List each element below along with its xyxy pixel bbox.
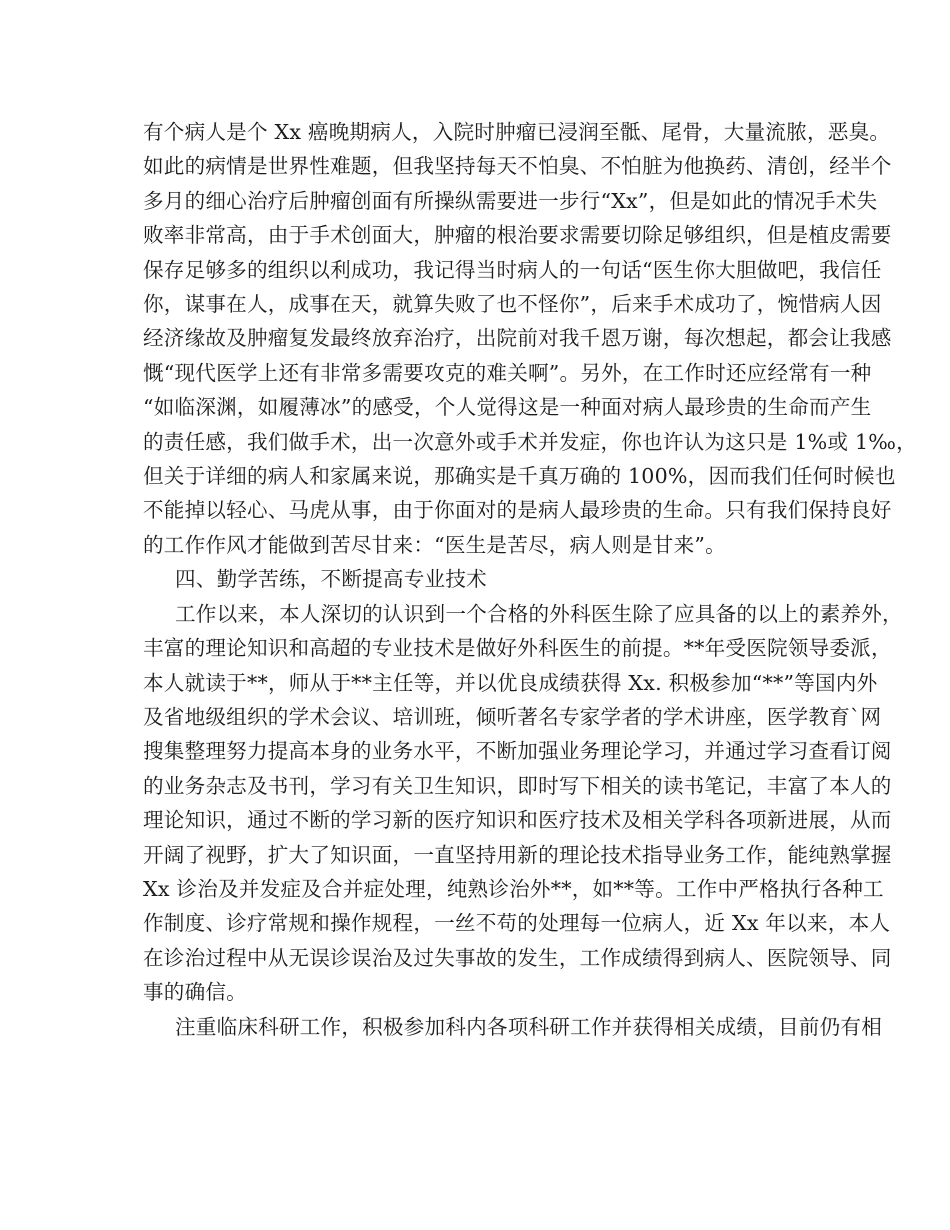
paragraph-1-line: 的责任感，我们做手术，出一次意外或手术并发症，你也许认为这只是 1%或 1‰， xyxy=(143,429,917,454)
paragraph-1-line: 有个病人是个 Xx 癌晚期病人，入院时肿瘤已浸润至骶、尾骨，大量流脓，恶臭。 xyxy=(143,120,891,144)
paragraph-1-line: 的工作作风才能做到苦尽甘来：“医生是苦尽，病人则是甘来”。 xyxy=(143,532,726,557)
section-heading: 四、勤学苦练，不断提高专业技术 xyxy=(175,567,487,592)
paragraph-2-line: Xx 诊治及并发症及合并症处理，纯熟诊治外**，如**等。工作中严格执行各种工 xyxy=(143,876,884,901)
paragraph-2-line: 搜集整理努力提高本身的业务水平，不断加强业务理论学习，并通过学习查看订阅 xyxy=(143,739,892,764)
paragraph-3-line: 注重临床科研工作，积极参加科内各项科研工作并获得相关成绩，目前仍有相 xyxy=(175,1014,882,1039)
paragraph-2-line: 作制度、诊疗常规和操作规程，一丝不苟的处理每一位病人，近 Xx 年以来，本人 xyxy=(143,911,891,936)
paragraph-1-line: “如临深渊，如履薄冰”的感受，个人觉得这是一种面对病人最珍贵的生命而产生 xyxy=(143,395,872,420)
paragraph-2-line: 的业务杂志及书刊，学习有关卫生知识，即时写下相关的读书笔记，丰富了本人的 xyxy=(143,773,892,798)
paragraph-1-line: 保存足够多的组织以利成功，我记得当时病人的一句话“医生你大胆做吧，我信任 xyxy=(143,257,882,282)
paragraph-1-line: 多月的细心治疗后肿瘤创面有所操纵需要进一步行“Xx”，但是如此的情况手术失 xyxy=(143,188,878,213)
paragraph-2 xyxy=(143,597,903,1010)
paragraph-1-line: 但关于详细的病人和家属来说，那确实是千真万确的 100%，因而我们任何时候也 xyxy=(143,464,896,489)
paragraph-2-line: 在诊治过程中从无误诊误治及过失事故的发生，工作成绩得到病人、医院领导、同 xyxy=(143,945,892,970)
paragraph-2-line: 丰富的理论知识和高超的专业技术是做好外科医生的前提。**年受医院领导委派， xyxy=(143,636,892,661)
paragraph-1-line: 败率非常高，由于手术创面大，肿瘤的根治要求需要切除足够组织，但是植皮需要 xyxy=(143,223,892,248)
paragraph-2-line: 开阔了视野，扩大了知识面，一直坚持用新的理论技术指导业务工作，能纯熟掌握 xyxy=(143,842,892,867)
paragraph-3 xyxy=(143,1010,882,1044)
paragraph-2-line: 工作以来，本人深切的认识到一个合格的外科医生除了应具备的以上的素养外， xyxy=(175,601,903,626)
paragraph-1-line: 你，谋事在人，成事在天，就算失败了也不怪你”，后来手术成功了，惋惜病人因 xyxy=(143,292,882,317)
paragraph-1-line: 慨“现代医学上还有非常多需要攻克的难关啊”。另外，在工作时还应经常有一种 xyxy=(143,360,872,385)
paragraph-2-line: 理论知识，通过不断的学习新的医疗知识和医疗技术及相关学科各项新进展，从而 xyxy=(143,808,892,833)
paragraph-1-line: 如此的病情是世界性难题，但我坚持每天不怕臭、不怕脏为他换药、清创，经半个 xyxy=(143,154,892,179)
paragraph-2-line: 本人就读于**，师从于**主任等，并以优良成绩获得 Xx. 积极参加“**”等国内外 xyxy=(143,670,878,695)
paragraph-2-line: 及省地级组织的学术会议、培训班，倾听著名专家学者的学术讲座，医学教育`网 xyxy=(143,704,882,729)
paragraph-1-line: 不能掉以轻心、马虎从事，由于你面对的是病人最珍贵的生命。只有我们保持良好 xyxy=(143,498,892,523)
paragraph-1-line: 经济缘故及肿瘤复发最终放弃治疗，出院前对我千恩万谢，每次想起，都会让我感 xyxy=(143,326,892,351)
paragraph-2-line: 事的确信。 xyxy=(143,980,247,1005)
document-body xyxy=(143,115,917,1044)
paragraph-1 xyxy=(143,115,917,562)
